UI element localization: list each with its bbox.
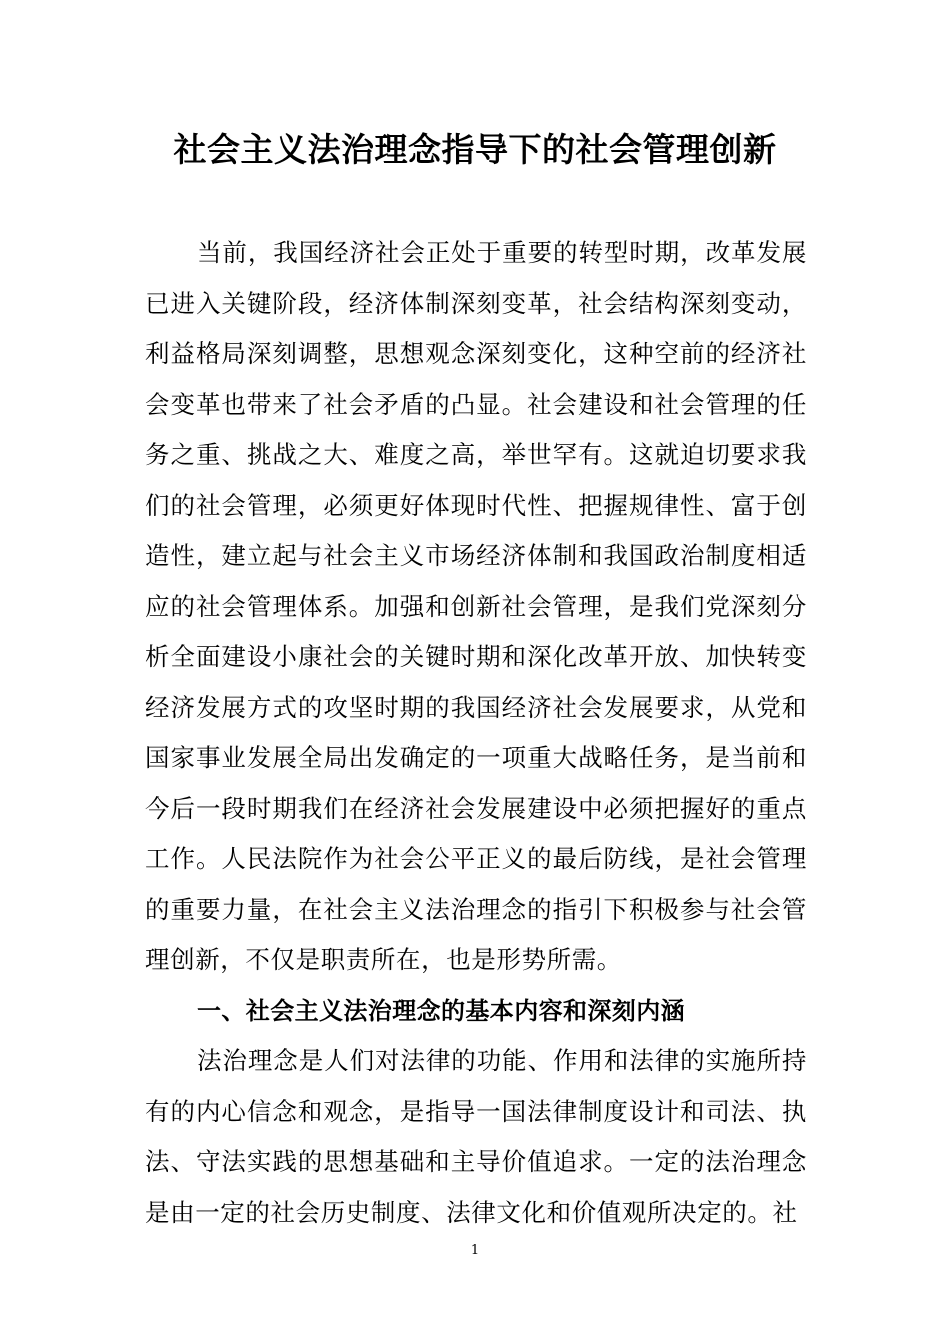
document-body [145, 228, 807, 1238]
page-number: 1 [470, 1243, 480, 1258]
body-paragraph: 法治理念是人们对法律的功能、作用和法律的实施所持有的内心信念和观念，是指导一国法律制度设计和司法、执法、守法实践的思想基础和主导价值追求。一定的法治理念是由一定的社会历史制度、法律文化和价值观所决定的。社 [145, 1046, 807, 1227]
body-paragraph: 当前，我国经济社会正处于重要的转型时期，改革发展已进入关键阶段，经济体制深刻变革，社会结构深刻变动，利益格局深刻调整，思想观念深刻变化，这种空前的经济社会变革也带来了社会矛盾的凸显。社会建设和社会管理的任务之重、挑战之大、难度之高，举世罕有。这就迫切要求我们的社会管理，必须更好体现时代性、把握规律性、富于创造性，建立起与社会主义市场经济体制和我国政治制度相适应的社会管理体系。加强和创新社会管理，是我们党深刻分析全面建设小康社会的关键时期和深化改革开放、加快转变经济发展方式的攻坚时期的我国经济社会发展要求，从党和国家事业发展全局出发确定的一项重大战略任务，是当前和今后一段时期我们在经济社会发展建设中必须把握好的重点工作。人民法院作为社会公平正义的最后防线，是社会管理的重要力量，在社会主义法治理念的指引下积极参与社会管理创新，不仅是职责所在，也是形势所需。 [145, 238, 807, 974]
section-heading: 一、社会主义法治理念的基本内容和深刻内涵 [197, 996, 685, 1025]
document-title: 社会主义法治理念指导下的社会管理创新 [173, 130, 777, 169]
